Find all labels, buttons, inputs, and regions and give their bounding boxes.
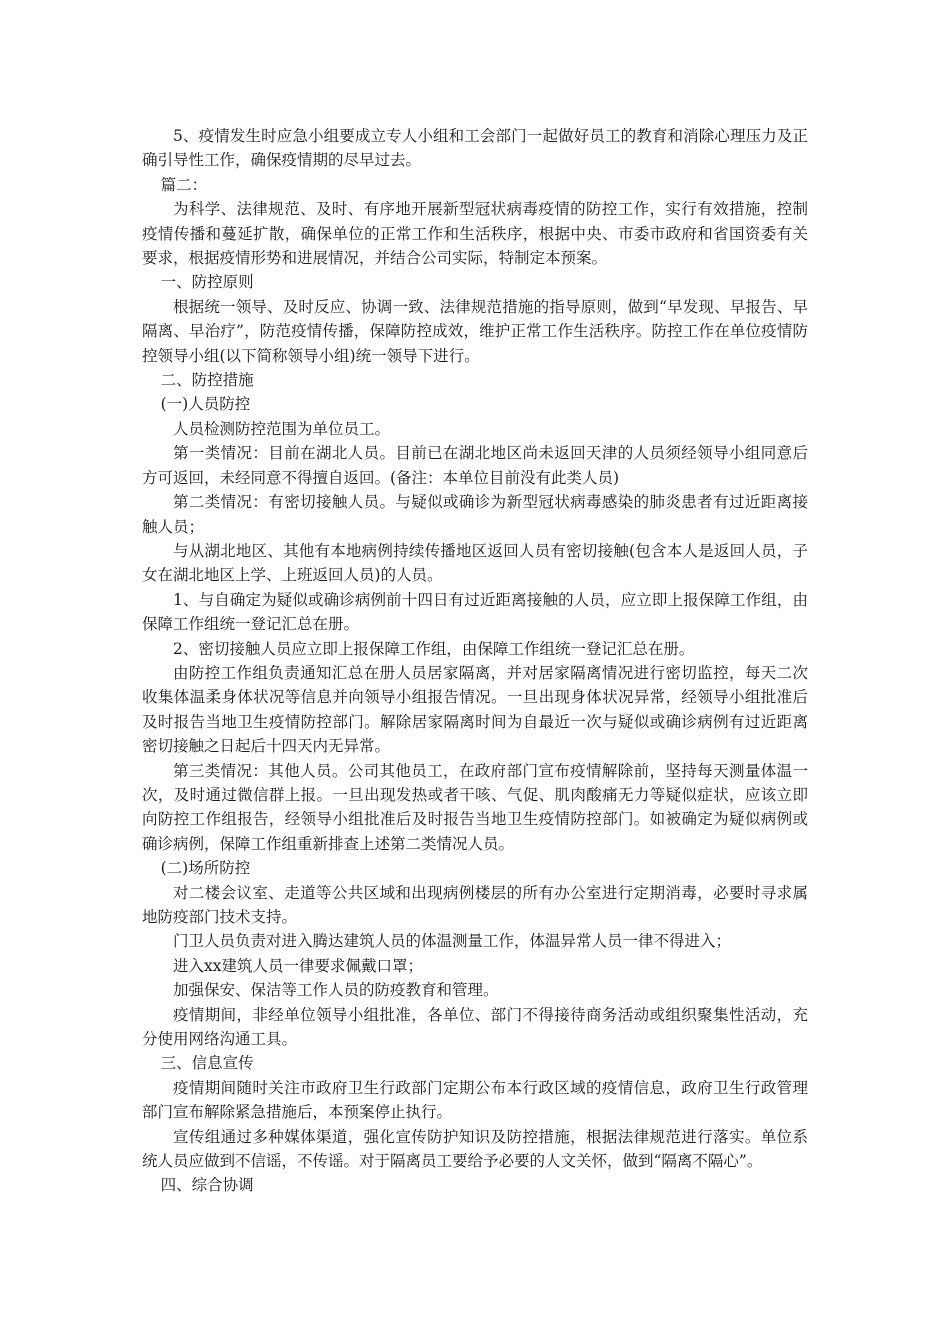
body-paragraph: 2、密切接触人员应立即上报保障工作组，由保障工作组统一登记汇总在册。 xyxy=(173,639,695,658)
body-paragraph: 疫情期间随时关注市政府卫生行政部门定期公布本行政区域的疫情信息，政府卫生行政管理部门宣布解除紧急措施后，本预案停止执行。 xyxy=(142,1078,808,1122)
body-paragraph: 根据统一领导、及时反应、协调一致、法律规范措施的指导原则，做到“早发现、早报告、早隔离、早治疗”，防范疫情传播，保障防控成效，维护正常工作生活秩序。防控工作在单位疫情防控领导小组(以下简称领导小组)统一领导下进行。 xyxy=(142,297,808,365)
body-paragraph: 对二楼会议室、走道等公共区域和出现病例楼层的所有办公室进行定期消毒，必要时寻求属地防疫部门技术支持。 xyxy=(142,883,808,926)
body-paragraph: 由防控工作组负责通知汇总在册人员居家隔离，并对居家隔离情况进行密切监控，每天二次收集体温柔身体状况等信息并向领导小组报告情况。一旦出现身体状况异常，经领导小组批准后及时报告当地卫生疫情防控部门。解除居家隔离时间为自最近一次与疑似或确诊病例有过近距离密切接触之日起后十四天内无异常。 xyxy=(142,663,808,756)
section-heading: 四、综合协调 xyxy=(160,1176,254,1195)
body-paragraph: 第二类情况：有密切接触人员。与疑似或确诊为新型冠状病毒感染的肺炎患者有过近距离接触人员； xyxy=(142,493,808,536)
section-heading: 二、防控措施 xyxy=(160,371,254,390)
document-body xyxy=(142,124,808,1198)
body-paragraph: 人员检测防控范围为单位员工。 xyxy=(173,419,391,438)
body-paragraph: 1、与自确定为疑似或确诊病例前十四日有过近距离接触的人员，应立即上报保障工作组，由保障工作组统一登记汇总在册。 xyxy=(142,590,808,634)
body-paragraph: 门卫人员负责对进入腾达建筑人员的体温测量工作，体温异常人员一律不得进入； xyxy=(173,932,732,951)
body-paragraph: 第一类情况：目前在湖北人员。目前已在湖北地区尚未返回天津的人员须经领导小组同意后方可返回，未经同意不得擅自返回。(备注：本单位目前没有此类人员) xyxy=(142,444,808,487)
body-paragraph: 进入xx建筑人员一律要求佩戴口罩； xyxy=(173,956,423,975)
section-heading: 篇二： xyxy=(160,175,208,194)
section-heading: 一、防控原则 xyxy=(160,273,254,292)
section-heading: (二)场所防控 xyxy=(160,859,251,878)
section-heading: 三、信息宣传 xyxy=(160,1054,254,1073)
body-paragraph: 第三类情况：其他人员。公司其他员工，在政府部门宣布疫情解除前，坚持每天测量体温一次，及时通过微信群上报。一旦出现发热或者干咳、气促、肌肉酸痛无力等疑似症状，应该立即向防控工作组报告，经领导小组批准后及时报告当地卫生疫情防控部门。如被确定为疑似病例或确诊病例，保障工作组重新排查上述第二类情况人员。 xyxy=(142,761,808,853)
section-heading: (一)人员防控 xyxy=(160,395,251,414)
body-paragraph: 加强保安、保洁等工作人员的防疫教育和管理。 xyxy=(173,981,499,1000)
body-paragraph: 5、疫情发生时应急小组要成立专人小组和工会部门一起做好员工的教育和消除心理压力及正确引导性工作，确保疫情期的尽早过去。 xyxy=(142,127,808,170)
body-paragraph: 疫情期间，非经单位领导小组批准，各单位、部门不得接待商务活动或组织聚集性活动，充分使用网络沟通工具。 xyxy=(142,1005,808,1049)
body-paragraph: 宣传组通过多种媒体渠道，强化宣传防护知识及防控措施，根据法律规范进行落实。单位系统人员应做到不信谣，不传谣。对于隔离员工要给予必要的人文关怀，做到“隔离不隔心”。 xyxy=(142,1127,808,1171)
body-paragraph: 为科学、法律规范、及时、有序地开展新型冠状病毒疫情的防控工作，实行有效措施，控制疫情传播和蔓延扩散，确保单位的正常工作和生活秩序，根据中央、市委市政府和省国资委有关要求，根据疫情形势和进展情况，并结合公司实际，特制定本预案。 xyxy=(142,200,808,268)
body-paragraph: 与从湖北地区、其他有本地病例持续传播地区返回人员有密切接触(包含本人是返回人员，子女在湖北地区上学、上班返回人员)的人员。 xyxy=(142,541,808,585)
